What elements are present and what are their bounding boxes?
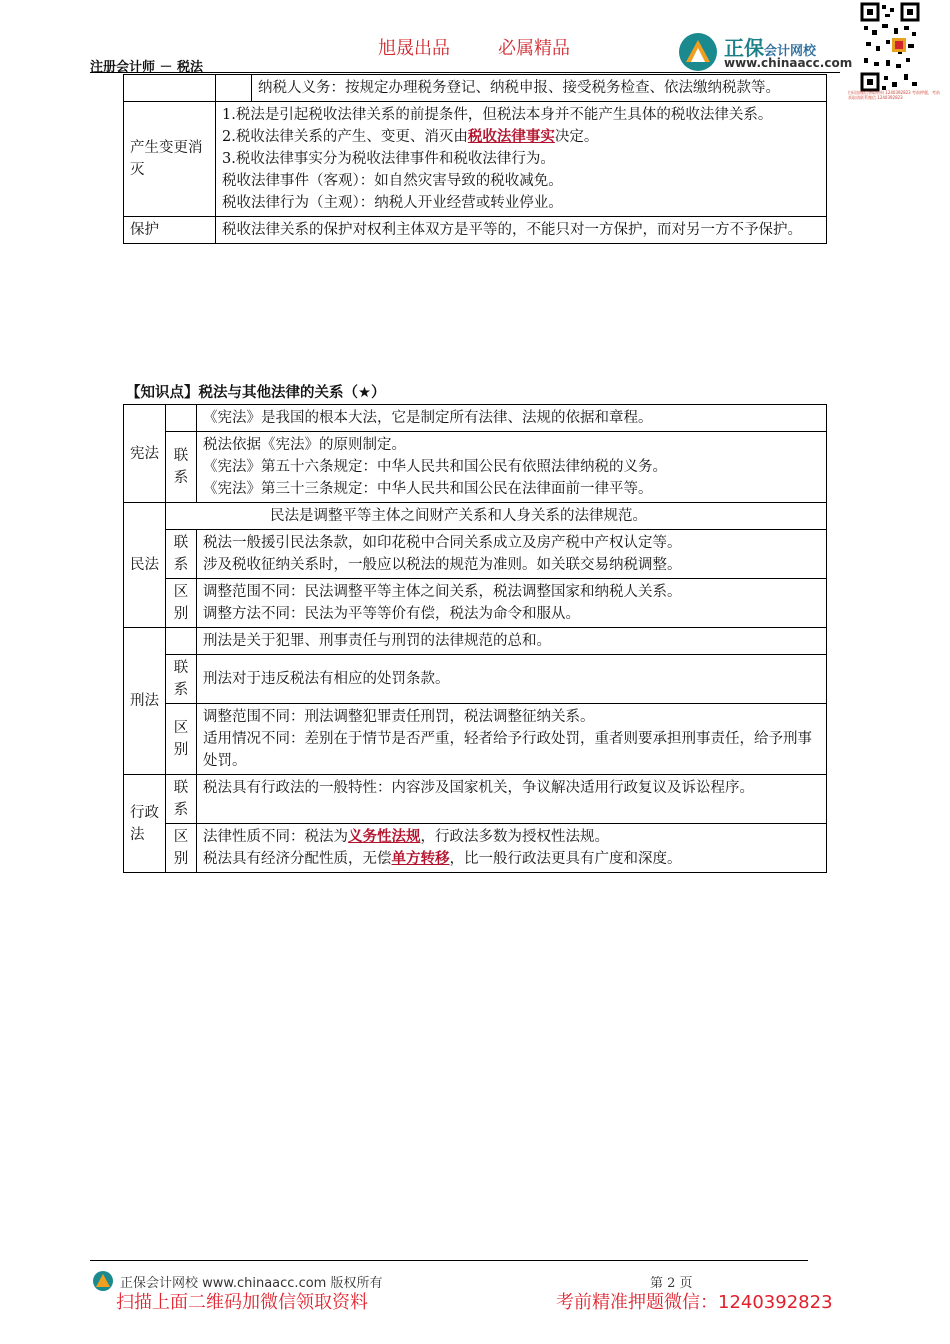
minfa-lianxi: 税法一般援引民法条款，如印花税中合同关系成立及房产税中产权认定等。 涉及税收征纳关系时，一般应以税法的规范为准则。如关联交易纳税调整。 <box>197 530 827 579</box>
logo-icon <box>678 32 718 72</box>
chinaacc-logo <box>678 30 854 72</box>
table-row <box>124 775 827 824</box>
xingfa-intro: 刑法是关于犯罪、刑事责任与刑罚的法律规范的总和。 <box>197 628 827 655</box>
protect-content: 税收法律关系的保护对权利主体双方是平等的，不能只对一方保护，而对另一方不予保护。 <box>216 217 827 244</box>
protect-label: 保护 <box>124 217 216 244</box>
table-row <box>124 824 827 873</box>
lianxi-label: 联系 <box>166 432 197 503</box>
logo-sub: 会计网校 <box>764 44 817 59</box>
xingfa-qubie: 调整范围不同：刑法调整犯罪责任刑罚，税法调整征纳关系。 适用情况不同：差别在于情节是否严重，轻者给予行政处罚，重者则要承担刑事责任，给予刑事处罚。 <box>197 704 827 775</box>
qubie-label: 区别 <box>166 579 197 628</box>
xianfa-intro: 《宪法》是我国的根本大法，它是制定所有法律、法规的依据和章程。 <box>197 405 827 432</box>
highlight-term: 单方转移 <box>391 850 450 867</box>
highlight-term: 义务性法规 <box>348 828 421 845</box>
doc-header-title: 注册会计师 － 税法 <box>90 60 204 75</box>
table-row <box>124 75 827 102</box>
empty-cell <box>166 628 197 655</box>
footer-promo-left: 扫描上面二维码加微信领取资料 <box>116 1292 368 1313</box>
highlight-term: 税收法律事实 <box>467 128 555 145</box>
qr-note: 扫码加微信领取资料 1240392823 考前押题，考前获取请联系微信 1240392823 <box>848 90 940 100</box>
footer-logo-icon <box>92 1270 114 1292</box>
xingfa-lianxi: 刑法对于违反税法有相应的处罚条款。 <box>197 655 827 704</box>
logo-url: www.chinaacc.com <box>724 56 853 70</box>
lianxi-label: 联系 <box>166 775 197 824</box>
section-title: 【知识点】税法与其他法律的关系（★） <box>126 385 386 401</box>
change-line-2: 2.税收法律关系的产生、变更、消灭由税收法律事实决定。 <box>222 128 599 145</box>
xingzhengfa-lianxi: 税法具有行政法的一般特性：内容涉及国家机关，争议解决适用行政复议及诉讼程序。 <box>197 775 827 824</box>
table-row <box>124 102 827 217</box>
empty-cell <box>166 405 197 432</box>
law-label-minfa: 民法 <box>124 503 166 628</box>
change-line-5: 税收法律行为（主观）：纳税人开业经营或转业停业。 <box>222 195 563 211</box>
table-row <box>124 628 827 655</box>
footer-promo-right: 考前精准押题微信：1240392823 <box>556 1292 833 1313</box>
table-row <box>124 704 827 775</box>
xingzhengfa-qubie: 法律性质不同：税法为义务性法规，行政法多数为授权性法规。 税法具有经济分配性质，无偿单方转移，比一般行政法更具有广度和深度。 <box>197 824 827 873</box>
header-divider <box>90 72 840 73</box>
footer-copyright: 正保会计网校 www.chinaacc.com 版权所有 <box>120 1276 383 1291</box>
law-label-xingfa: 刑法 <box>124 628 166 775</box>
table-row <box>124 432 827 503</box>
tax-other-law-table <box>123 404 827 873</box>
qubie-label: 区别 <box>166 824 197 873</box>
lianxi-label: 联系 <box>166 655 197 704</box>
table-row <box>124 405 827 432</box>
empty-cell <box>124 75 216 102</box>
table-row <box>124 503 827 530</box>
tax-legal-relation-table <box>123 74 827 244</box>
empty-cell <box>216 75 252 102</box>
header-slogan-1: 旭晟出品 <box>378 38 450 59</box>
table-row <box>124 530 827 579</box>
taxpayer-obligation: 纳税人义务：按规定办理税务登记、纳税申报、接受税务检查、依法缴纳税款等。 <box>252 75 827 102</box>
qr-code-icon <box>860 2 920 92</box>
table-row <box>124 655 827 704</box>
qubie-label: 区别 <box>166 704 197 775</box>
change-label: 产生变更消灭 <box>124 102 216 217</box>
law-label-xingzhengfa: 行政法 <box>124 775 166 873</box>
page-number: 第 2 页 <box>650 1276 693 1291</box>
change-line-1: 1.税法是引起税收法律关系的前提条件，但税法本身并不能产生具体的税收法律关系。 <box>222 107 773 123</box>
logo-main: 正保 <box>724 36 764 60</box>
lianxi-label: 联系 <box>166 530 197 579</box>
change-line-4: 税收法律事件（客观）：如自然灾害导致的税收减免。 <box>222 173 563 189</box>
xianfa-lianxi: 税法依据《宪法》的原则制定。 《宪法》第五十六条规定：中华人民共和国公民有依照法律纳税的义务。 《宪法》第三十三条规定：中华人民共和国公民在法律面前一律平等。 <box>197 432 827 503</box>
header-slogan-2: 必属精品 <box>498 38 570 59</box>
minfa-qubie: 调整范围不同：民法调整平等主体之间关系，税法调整国家和纳税人关系。 调整方法不同：民法为平等等价有偿，税法为命令和服从。 <box>197 579 827 628</box>
change-content <box>216 102 827 217</box>
footer-divider <box>90 1260 808 1261</box>
law-label-xianfa: 宪法 <box>124 405 166 503</box>
change-line-3: 3.税收法律事实分为税收法律事件和税收法律行为。 <box>222 151 555 167</box>
table-row <box>124 217 827 244</box>
minfa-intro: 民法是调整平等主体之间财产关系和人身关系的法律规范。 <box>166 503 827 530</box>
table-row <box>124 579 827 628</box>
